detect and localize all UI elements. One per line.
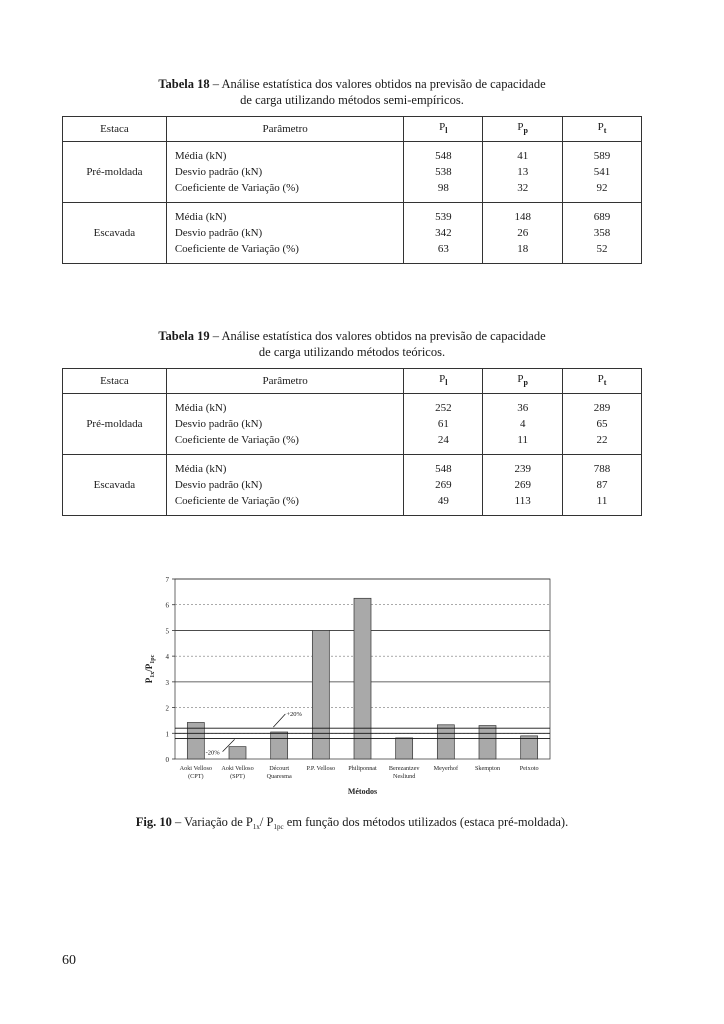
x-tick-label: Peixoto <box>519 765 539 772</box>
x-tick-label: P.P. Velloso <box>306 765 336 772</box>
annotation-arrow <box>273 714 285 727</box>
y-tick-label: 5 <box>165 627 169 636</box>
value-cell: 13 <box>517 166 529 178</box>
header-pt: $P_t$ <box>563 117 642 142</box>
annotation-minus20: -20% <box>205 749 220 757</box>
table18 <box>62 116 642 264</box>
table18-caption-line1: – Análise estatística dos valores obtidos na previsão de capacidade <box>209 77 546 91</box>
value-cell: 113 <box>514 495 531 507</box>
value-cell: 689 <box>593 211 611 223</box>
x-tick-label: Décourt <box>269 765 290 772</box>
value-cell: 41 <box>517 150 529 162</box>
x-tick-label: Skempton <box>474 765 501 772</box>
value-cell: 87 <box>596 479 608 491</box>
bar <box>479 726 496 759</box>
bar <box>271 732 288 759</box>
x-tick-label: Berezantzev <box>388 765 420 772</box>
header-pl: $P_l$ <box>404 369 483 394</box>
value-cell: 92 <box>596 182 608 194</box>
table-row <box>63 203 642 264</box>
value-cell: 63 <box>437 243 449 255</box>
x-axis-label: Métodos <box>347 787 378 796</box>
figure-caption: Fig. 10 – Variação de $P_{1x}/$ $P_{1pc}$ em função dos métodos utilizados (estaca pré-moldada). <box>135 815 569 831</box>
table19-caption-line2: de carga utilizando métodos teóricos. <box>258 345 446 359</box>
group-name: Pré-moldada <box>63 142 167 203</box>
table19-caption-line1: – Análise estatística dos valores obtidos na previsão de capacidade <box>209 329 546 343</box>
bar <box>354 598 371 759</box>
value-cell: 11 <box>517 434 528 446</box>
bar <box>396 738 413 759</box>
param-label: Coeficiente de Variação (%) <box>174 243 299 255</box>
param-label: Desvio padrão (kN) <box>174 418 263 430</box>
value-cell: 11 <box>596 495 608 507</box>
value-cell: 32 <box>517 182 529 194</box>
header-estaca: Estaca <box>63 369 167 394</box>
x-tick-label: Aoki Velloso <box>221 765 254 772</box>
table-row <box>63 455 642 516</box>
value-cell: 541 <box>593 166 611 178</box>
annotation-plus20: +20% <box>286 711 302 718</box>
value-cell: 269 <box>514 479 531 491</box>
group-name: Pré-moldada <box>63 394 167 455</box>
bar <box>521 736 538 759</box>
header-pp: $P_p$ <box>483 117 563 142</box>
table-row <box>63 142 642 203</box>
value-cell: 358 <box>593 227 611 239</box>
value-cell: 49 <box>437 495 449 507</box>
table18-caption-line2: de carga utilizando métodos semi-empíricos. <box>240 93 464 107</box>
x-tick-label: Quaresma <box>266 773 292 780</box>
value-cell: 22 <box>596 434 608 446</box>
param-label: Coeficiente de Variação (%) <box>174 182 299 194</box>
param-label: Desvio padrão (kN) <box>174 166 263 178</box>
value-cell: 239 <box>514 463 531 475</box>
table18-caption <box>62 76 642 108</box>
value-cell: 342 <box>435 227 452 239</box>
x-tick-label: Aoki Velloso <box>179 765 213 772</box>
param-label: Coeficiente de Variação (%) <box>174 434 299 446</box>
x-tick-label: (CPT) <box>188 773 204 780</box>
table-row <box>63 394 642 455</box>
x-tick-label: Nesliund <box>392 773 416 780</box>
param-label: Desvio padrão (kN) <box>174 227 263 239</box>
value-cell: 36 <box>517 402 529 414</box>
value-cell: 548 <box>435 463 452 475</box>
header-parametro: Parâmetro <box>166 369 404 394</box>
value-cell: 65 <box>596 418 608 430</box>
value-cell: 252 <box>435 402 452 414</box>
param-label: Média (kN) <box>174 211 227 223</box>
y-axis-label: $P_{1x}/P_{1pc}$ <box>144 654 156 684</box>
y-tick-label: 0 <box>165 756 169 764</box>
y-tick-label: 6 <box>165 601 169 610</box>
y-tick-label: 4 <box>165 653 169 662</box>
table18-label: Tabela 18 <box>158 77 210 91</box>
value-cell: 18 <box>517 243 529 255</box>
header-pt: $P_t$ <box>563 369 642 394</box>
param-label: Desvio padrão (kN) <box>174 479 263 491</box>
value-cell: 148 <box>514 211 531 223</box>
param-label: Média (kN) <box>174 402 227 414</box>
page-number: 60 <box>62 953 76 968</box>
table18-header-row <box>63 117 642 142</box>
param-label: Média (kN) <box>174 150 227 162</box>
param-label: Média (kN) <box>174 463 227 475</box>
value-cell: 4 <box>519 418 526 430</box>
y-tick-label: 7 <box>165 576 169 584</box>
x-tick-label: Meyerhof <box>433 765 459 772</box>
table19-header-row <box>63 369 642 394</box>
x-tick-label: Philiponnat <box>348 765 377 772</box>
value-cell: 589 <box>593 150 611 162</box>
figure-label: Fig. 10 <box>135 815 172 829</box>
y-tick-label: 2 <box>165 704 169 713</box>
bar <box>229 747 246 759</box>
group-name: Escavada <box>63 455 167 516</box>
group-name: Escavada <box>63 203 167 264</box>
value-cell: 538 <box>435 166 452 178</box>
value-cell: 61 <box>437 418 449 430</box>
bar <box>312 630 329 759</box>
header-pp: $P_p$ <box>483 369 563 394</box>
x-tick-label: (SPT) <box>230 773 245 780</box>
bar-chart <box>140 570 560 802</box>
value-cell: 289 <box>593 402 611 414</box>
value-cell: 52 <box>596 243 608 255</box>
value-cell: 788 <box>593 463 611 475</box>
value-cell: 269 <box>435 479 452 491</box>
value-cell: 24 <box>437 434 449 446</box>
value-cell: 539 <box>435 211 452 223</box>
y-tick-label: 3 <box>165 678 169 687</box>
header-pl: $P_l$ <box>404 117 483 142</box>
bar <box>437 725 454 759</box>
param-label: Coeficiente de Variação (%) <box>174 495 299 507</box>
header-parametro: Parâmetro <box>166 117 404 142</box>
y-tick-label: 1 <box>165 730 169 739</box>
table19-caption <box>62 328 642 360</box>
table19-label: Tabela 19 <box>158 329 210 343</box>
value-cell: 26 <box>517 227 529 239</box>
header-estaca: Estaca <box>63 117 167 142</box>
table19 <box>62 368 642 516</box>
value-cell: 98 <box>437 182 449 194</box>
value-cell: 548 <box>435 150 452 162</box>
